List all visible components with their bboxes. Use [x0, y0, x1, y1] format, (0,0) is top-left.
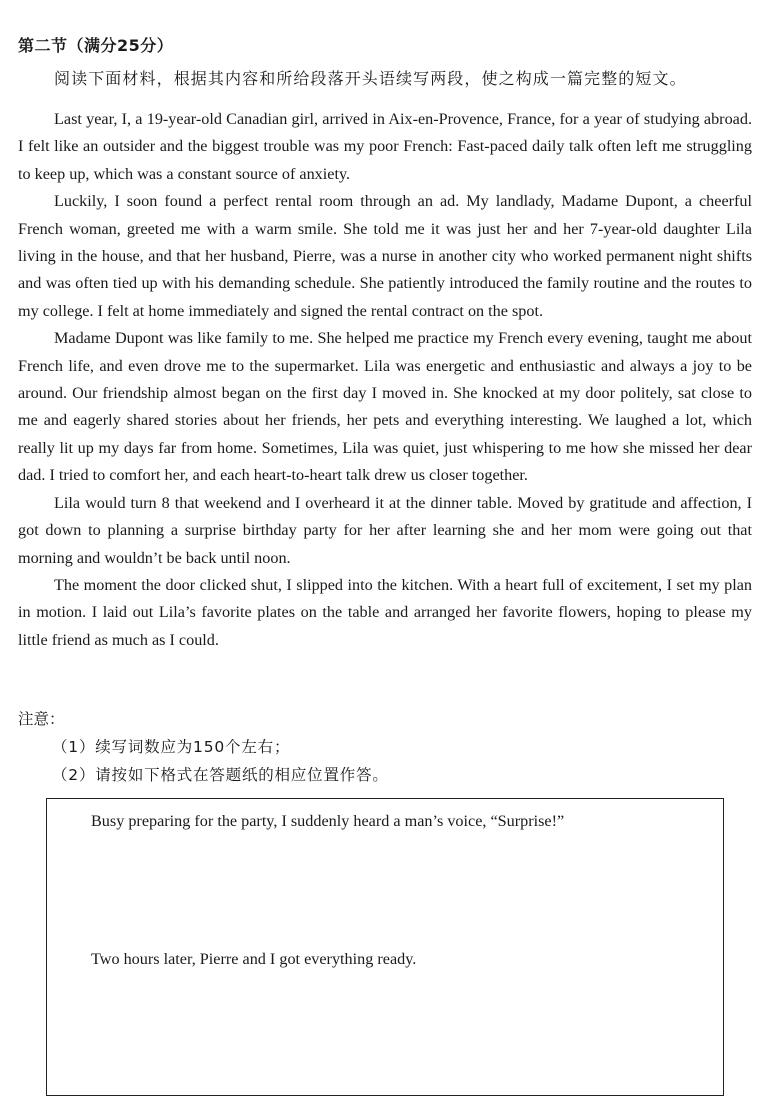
- continuation-prompt-1: Busy preparing for the party, I suddenly heard a man’s voice, “Surprise!”: [91, 812, 565, 830]
- reading-passage: [18, 106, 752, 654]
- notes-label: 注意：: [18, 710, 65, 728]
- note-item-answer-format: （2）请按如下格式在答题纸的相应位置作答。: [52, 766, 389, 784]
- note-item-word-count: （1）续写词数应为150个左右；: [52, 738, 291, 756]
- passage-paragraph: Luckily, I soon found a perfect rental room through an ad. My landlady, Madame Dupont, a cheerful French woman, greeted me with a warm smile. She told me it was just her and her 7-year-old daughter Lila living in the house, and that her husband, Pierre, was a nurse in another city who worked permanent night shifts and was often tied up with his demanding schedule. She patiently introduced the family routine and the routes to my college. I felt at home immediately and signed the rental contract on the spot.: [18, 192, 752, 320]
- passage-paragraph: Madame Dupont was like family to me. She helped me practice my French every evening, taught me about French life, and even drove me to the supermarket. Lila was energetic and enthusiastic and always a joy to be around. Our friendship almost began on the first day I moved in. She knocked at my door politely, sat close to me and eagerly shared stories about her friends, her pets and everything interesting. We laughed a lot, which really lit up my days far from home. Sometimes, Lila was quiet, just whispering to me how she missed her dear dad. I tried to comfort her, and each heart-to-heart talk drew us closer together.: [18, 329, 752, 485]
- passage-paragraph: Last year, I, a 19-year-old Canadian girl, arrived in Aix-en-Provence, France, for a year of studying abroad. I felt like an outsider and the biggest trouble was my poor French: Fast-paced daily talk often left me struggling to keep up, which was a constant source of anxiety.: [18, 110, 752, 183]
- continuation-prompt-2: Two hours later, Pierre and I got everything ready.: [91, 950, 417, 968]
- notes-section: [18, 706, 389, 789]
- task-instruction: 阅读下面材料，根据其内容和所给段落开头语续写两段，使之构成一篇完整的短文。: [54, 69, 687, 88]
- section-title: 第二节（满分25分）: [18, 36, 174, 55]
- passage-paragraph: Lila would turn 8 that weekend and I overheard it at the dinner table. Moved by gratitude and affection, I got down to planning a surprise birthday party for her after learning she and her mom were going out that morning and wouldn’t be back until noon.: [18, 493, 752, 567]
- passage-paragraph: The moment the door clicked shut, I slipped into the kitchen. With a heart full of excitement, I set my plan in motion. I laid out Lila’s favorite plates on the table and arranged her favorite flowers, hoping to please my little friend as much as I could.: [18, 575, 752, 649]
- answer-box[interactable]: [46, 798, 724, 1096]
